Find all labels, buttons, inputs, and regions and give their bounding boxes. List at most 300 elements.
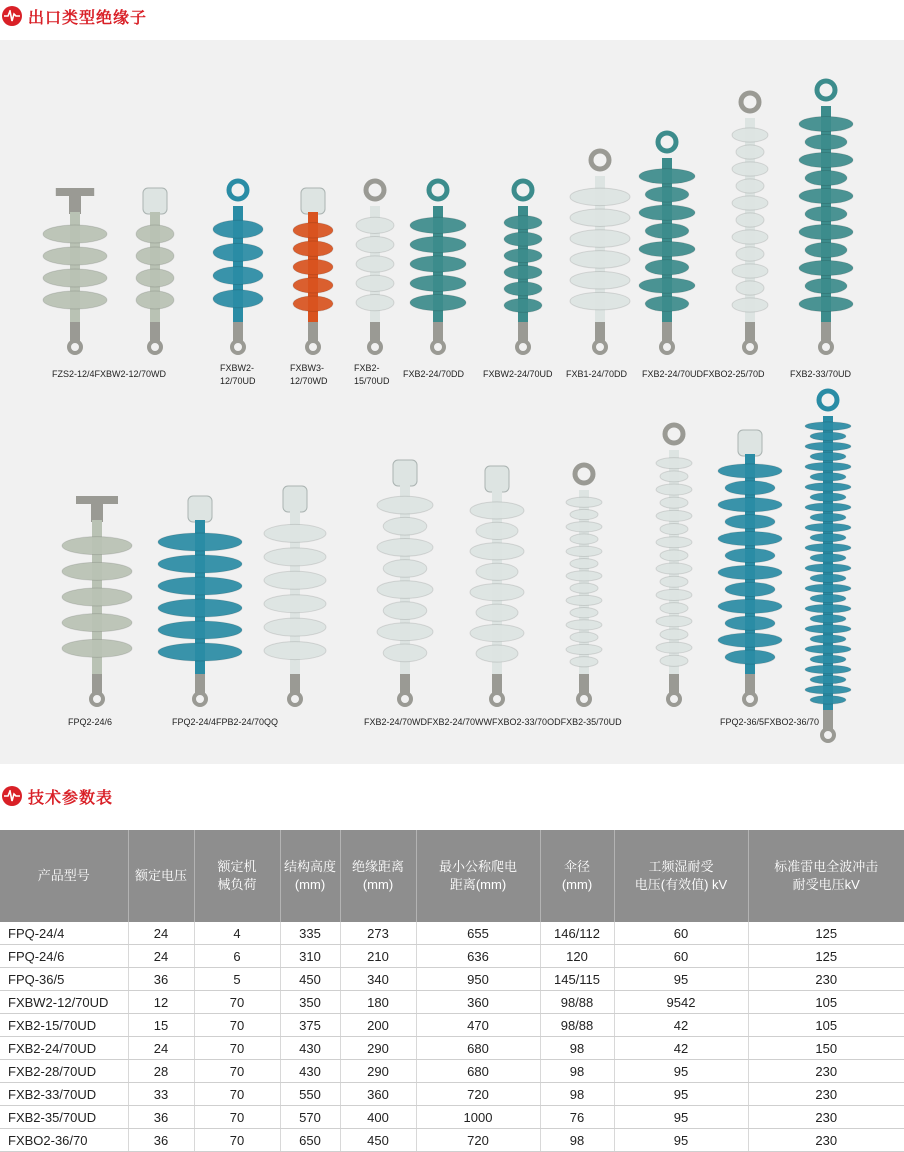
shed (718, 464, 782, 478)
shed (570, 534, 598, 544)
table-cell: 36 (128, 1106, 194, 1129)
table-row (0, 991, 904, 1014)
table-cell: 125 (748, 945, 904, 968)
shed (43, 269, 107, 287)
shed (732, 298, 768, 312)
table-cell: 12 (128, 991, 194, 1014)
table-cell: 200 (340, 1014, 416, 1037)
shed (136, 247, 174, 265)
end-fitting-stem (91, 502, 103, 522)
shed (810, 493, 846, 502)
caption: FPQ2-24/6 (68, 717, 113, 727)
caption: FXB2-15/70UD (354, 363, 390, 386)
shed (570, 251, 630, 269)
shed (62, 614, 132, 632)
table-cell: FPQ-24/4 (0, 922, 128, 945)
insulator-illustrations (0, 40, 904, 764)
end-fitting-eye (194, 693, 206, 705)
shed (810, 594, 846, 603)
shed (476, 522, 518, 539)
table-row (0, 1037, 904, 1060)
end-fitting-eye (366, 181, 384, 199)
column-header: 绝缘距离 (mm) (340, 830, 416, 922)
end-fitting-eye (307, 341, 319, 353)
table-row (0, 1014, 904, 1037)
table-row (0, 968, 904, 991)
shed (570, 272, 630, 290)
shed (158, 555, 242, 573)
shed (805, 442, 851, 451)
end-fitting-eye (741, 93, 759, 111)
table-cell: 105 (748, 991, 904, 1014)
section-title: 技术参数表 (28, 787, 114, 807)
end-fitting-eye (594, 341, 606, 353)
table-cell: 230 (748, 1106, 904, 1129)
shed (799, 116, 853, 131)
shed (805, 206, 847, 221)
table-row (0, 945, 904, 968)
table-row (0, 1129, 904, 1152)
shed (732, 196, 768, 210)
shed (264, 571, 326, 589)
shed (158, 643, 242, 661)
table-cell: 98/88 (540, 1014, 614, 1037)
end-fitting-cap (393, 460, 417, 486)
shed (377, 538, 433, 556)
end-fitting-eye (817, 81, 835, 99)
shed (356, 275, 394, 291)
shed (356, 237, 394, 253)
shed (264, 524, 326, 542)
end-fitting-eye (575, 465, 593, 483)
table-cell: 360 (340, 1083, 416, 1106)
end-fitting-cap (143, 188, 167, 214)
end-fitting-eye (820, 341, 832, 353)
shed (570, 209, 630, 227)
table-cell: 950 (416, 968, 540, 991)
shed (736, 281, 764, 295)
table-cell: 550 (280, 1083, 340, 1106)
shed (639, 241, 695, 256)
caption: FXB2-24/70DD (403, 369, 465, 379)
shed (718, 599, 782, 613)
end-fitting-eye (517, 341, 529, 353)
shed (158, 621, 242, 639)
table-cell: 350 (280, 991, 340, 1014)
end-fitting-cap (485, 466, 509, 492)
end-fitting-cap (301, 188, 325, 214)
shed (810, 675, 846, 684)
shed (570, 583, 598, 593)
table-cell: 146/112 (540, 922, 614, 945)
shed (383, 560, 427, 578)
end-fitting-eye (514, 181, 532, 199)
shed (725, 515, 775, 529)
table-cell: 650 (280, 1129, 340, 1152)
table-cell: 1000 (416, 1106, 540, 1129)
shed (639, 205, 695, 220)
table-cell: 680 (416, 1060, 540, 1083)
product-gallery (0, 40, 904, 764)
shed (570, 292, 630, 310)
shed (810, 655, 846, 664)
table-body (0, 922, 904, 1152)
caption: FPQ2-24/4FPB2-24/70QQ (172, 717, 279, 727)
shed (805, 422, 851, 431)
table-cell: 15 (128, 1014, 194, 1037)
table-cell: 335 (280, 922, 340, 945)
end-fitting-eye (229, 181, 247, 199)
shed (718, 532, 782, 546)
shed (736, 179, 764, 193)
shed (805, 170, 847, 185)
end-fitting-eye (668, 693, 680, 705)
shed (805, 503, 851, 512)
shed (810, 554, 846, 563)
shed (356, 217, 394, 233)
table-cell: 98 (540, 1037, 614, 1060)
shed (725, 582, 775, 596)
table-cell: 60 (614, 945, 748, 968)
column-header: 结构高度 (mm) (280, 830, 340, 922)
end-fitting-cap (738, 430, 762, 456)
end-fitting-eye (665, 425, 683, 443)
shed (410, 256, 466, 272)
shed (410, 217, 466, 233)
shed (566, 546, 602, 556)
shed (264, 618, 326, 636)
column-header: 额定电压 (128, 830, 194, 922)
shed (158, 533, 242, 551)
shed (799, 296, 853, 311)
shed (645, 223, 689, 238)
shed (377, 581, 433, 599)
end-fitting-eye (661, 341, 673, 353)
table-cell: 60 (614, 922, 748, 945)
shed (136, 269, 174, 287)
shed (213, 267, 263, 285)
shed (725, 616, 775, 630)
table-cell: 70 (194, 1060, 280, 1083)
shed (725, 650, 775, 664)
shed (656, 510, 692, 521)
shed (62, 639, 132, 657)
table-cell: 636 (416, 945, 540, 968)
end-fitting-cap (188, 496, 212, 522)
caption: FXBW2-24/70UD (483, 369, 553, 379)
shed (158, 577, 242, 595)
table-cell: 360 (416, 991, 540, 1014)
caption: FZS2-12/4FXBW2-12/70WD (52, 369, 167, 379)
table-cell: 400 (340, 1106, 416, 1129)
shed (805, 544, 851, 553)
table-cell: 5 (194, 968, 280, 991)
shed (383, 644, 427, 662)
caption: FXB2-24/70UDFXBO2-25/70D (642, 369, 765, 379)
shed (570, 608, 598, 618)
shed (504, 265, 542, 279)
table-cell: 95 (614, 968, 748, 991)
shed (660, 471, 688, 482)
shed (377, 496, 433, 514)
shed (43, 291, 107, 309)
table-cell: 4 (194, 922, 280, 945)
shed (656, 458, 692, 469)
end-fitting-eye (149, 341, 161, 353)
shed (660, 655, 688, 666)
section-title: 出口类型绝缘子 (28, 7, 148, 27)
shed (799, 260, 853, 275)
end-fitting-stem (69, 194, 81, 214)
shed (732, 128, 768, 142)
table-cell: 70 (194, 991, 280, 1014)
column-header: 伞径 (mm) (540, 830, 614, 922)
end-fitting-eye (744, 693, 756, 705)
shed (718, 633, 782, 647)
shed (264, 548, 326, 566)
shed (805, 665, 851, 674)
table-cell: 470 (416, 1014, 540, 1037)
shed (725, 481, 775, 495)
shed (799, 224, 853, 239)
table-cell: FXB2-24/70UD (0, 1037, 128, 1060)
shed (293, 296, 333, 311)
shed (293, 278, 333, 293)
shed (213, 290, 263, 308)
shed (377, 623, 433, 641)
shed (383, 517, 427, 535)
shed (158, 599, 242, 617)
shed (645, 187, 689, 202)
table-cell: 70 (194, 1083, 280, 1106)
table-cell: 430 (280, 1060, 340, 1083)
shed (810, 696, 846, 705)
shed (805, 685, 851, 694)
table-cell: 230 (748, 968, 904, 991)
table-cell: 98 (540, 1060, 614, 1083)
shed (805, 584, 851, 593)
table-cell: 375 (280, 1014, 340, 1037)
table-cell: FXB2-28/70UD (0, 1060, 128, 1083)
end-fitting-eye (289, 693, 301, 705)
shed (645, 296, 689, 311)
table-cell: 120 (540, 945, 614, 968)
shed (570, 632, 598, 642)
table-cell: 720 (416, 1083, 540, 1106)
table-cell: 95 (614, 1129, 748, 1152)
caption: FXB1-24/70DD (566, 369, 628, 379)
table-row (0, 1083, 904, 1106)
shed (62, 588, 132, 606)
table-cell: 720 (416, 1129, 540, 1152)
shed (264, 595, 326, 613)
shed (470, 625, 524, 642)
table-header-row (0, 830, 904, 922)
table-cell: 28 (128, 1060, 194, 1083)
table-cell: 230 (748, 1083, 904, 1106)
spec-table (0, 830, 904, 1152)
table-cell: 70 (194, 1014, 280, 1037)
shed (736, 247, 764, 261)
table-cell: 655 (416, 922, 540, 945)
shed (805, 625, 851, 634)
table-cell: 230 (748, 1060, 904, 1083)
shed (410, 295, 466, 311)
caption: FXBW3-12/70WD (290, 363, 328, 386)
table-cell: 290 (340, 1037, 416, 1060)
shed (656, 589, 692, 600)
column-header: 额定机 械负荷 (194, 830, 280, 922)
shed (62, 537, 132, 555)
shed (566, 571, 602, 581)
shed (566, 595, 602, 605)
table-cell: 450 (340, 1129, 416, 1152)
table-cell: 180 (340, 991, 416, 1014)
shed (645, 260, 689, 275)
table-cell: 230 (748, 1129, 904, 1152)
table-cell: FXBO2-36/70 (0, 1129, 128, 1152)
end-fitting-eye (819, 391, 837, 409)
column-header: 产品型号 (0, 830, 128, 922)
pulse-icon (2, 6, 22, 26)
table-cell: 145/115 (540, 968, 614, 991)
shed (660, 497, 688, 508)
end-fitting-eye (578, 693, 590, 705)
shed (736, 213, 764, 227)
end-fitting-eye (369, 341, 381, 353)
section-header-specs (2, 783, 113, 809)
caption: FXB2-24/70WDFXB2-24/70WWFXBO2-33/70ODFXB2-35/70UD (364, 717, 622, 727)
shed (656, 537, 692, 548)
shed (718, 498, 782, 512)
shed (476, 563, 518, 580)
shed (410, 237, 466, 253)
shed (656, 642, 692, 653)
table-cell: 76 (540, 1106, 614, 1129)
shed (136, 291, 174, 309)
end-fitting-eye (591, 151, 609, 169)
shed (805, 278, 847, 293)
shed (356, 256, 394, 272)
section-header-products (2, 3, 147, 29)
table-cell: 95 (614, 1060, 748, 1083)
end-fitting-eye (744, 341, 756, 353)
table-cell: FPQ-24/6 (0, 945, 128, 968)
shed (356, 295, 394, 311)
shed (732, 162, 768, 176)
shed (805, 462, 851, 471)
shed (410, 275, 466, 291)
shed (43, 225, 107, 243)
table-row (0, 922, 904, 945)
shed (293, 259, 333, 274)
table-cell: 95 (614, 1106, 748, 1129)
table-cell: 105 (748, 1014, 904, 1037)
shed (805, 604, 851, 613)
shed (566, 522, 602, 532)
end-fitting-eye (69, 341, 81, 353)
caption: FXBW2-12/70UD (220, 363, 256, 386)
shed (570, 657, 598, 667)
table-cell: 70 (194, 1106, 280, 1129)
table-cell: 98 (540, 1083, 614, 1106)
table-cell: 24 (128, 922, 194, 945)
shed (805, 645, 851, 654)
shed (799, 152, 853, 167)
table-cell: 42 (614, 1014, 748, 1037)
shed (718, 565, 782, 579)
shed (43, 247, 107, 265)
shed (639, 278, 695, 293)
table-cell: FXB2-33/70UD (0, 1083, 128, 1106)
shed (805, 523, 851, 532)
table-cell: 36 (128, 1129, 194, 1152)
caption: FXB2-33/70UD (790, 369, 852, 379)
table-cell: 33 (128, 1083, 194, 1106)
shed (810, 452, 846, 461)
shed (639, 169, 695, 184)
table-cell: FPQ-36/5 (0, 968, 128, 991)
table-cell: 125 (748, 922, 904, 945)
shed (570, 509, 598, 519)
shed (725, 548, 775, 562)
shed (805, 564, 851, 573)
shed (293, 223, 333, 238)
shed (732, 264, 768, 278)
shed (805, 242, 847, 257)
shed (213, 243, 263, 261)
table-cell: 95 (614, 1083, 748, 1106)
table-cell: 98 (540, 1129, 614, 1152)
shed (660, 524, 688, 535)
shed (660, 576, 688, 587)
table-cell: 310 (280, 945, 340, 968)
shed (293, 241, 333, 256)
table-cell: 273 (340, 922, 416, 945)
end-fitting-eye (658, 133, 676, 151)
shed (656, 563, 692, 574)
shed (810, 615, 846, 624)
shed (504, 216, 542, 230)
shed (660, 603, 688, 614)
caption: FPQ2-36/5FXBO2-36/70 (720, 717, 820, 727)
table-cell: 340 (340, 968, 416, 991)
shed (656, 616, 692, 627)
table-cell: 6 (194, 945, 280, 968)
shed (476, 645, 518, 662)
shed (805, 134, 847, 149)
table-cell: 680 (416, 1037, 540, 1060)
shed (736, 145, 764, 159)
table-cell: 570 (280, 1106, 340, 1129)
shed (213, 220, 263, 238)
shed (566, 620, 602, 630)
table-cell: FXB2-35/70UD (0, 1106, 128, 1129)
end-fitting-eye (432, 341, 444, 353)
shed (570, 188, 630, 206)
table-cell: 70 (194, 1129, 280, 1152)
shed (504, 232, 542, 246)
shed (799, 188, 853, 203)
shed (810, 574, 846, 583)
shed (660, 629, 688, 640)
shed (504, 282, 542, 296)
shed (470, 584, 524, 601)
shed (504, 249, 542, 263)
end-fitting-cap (283, 486, 307, 512)
shed (810, 635, 846, 644)
shed (810, 513, 846, 522)
